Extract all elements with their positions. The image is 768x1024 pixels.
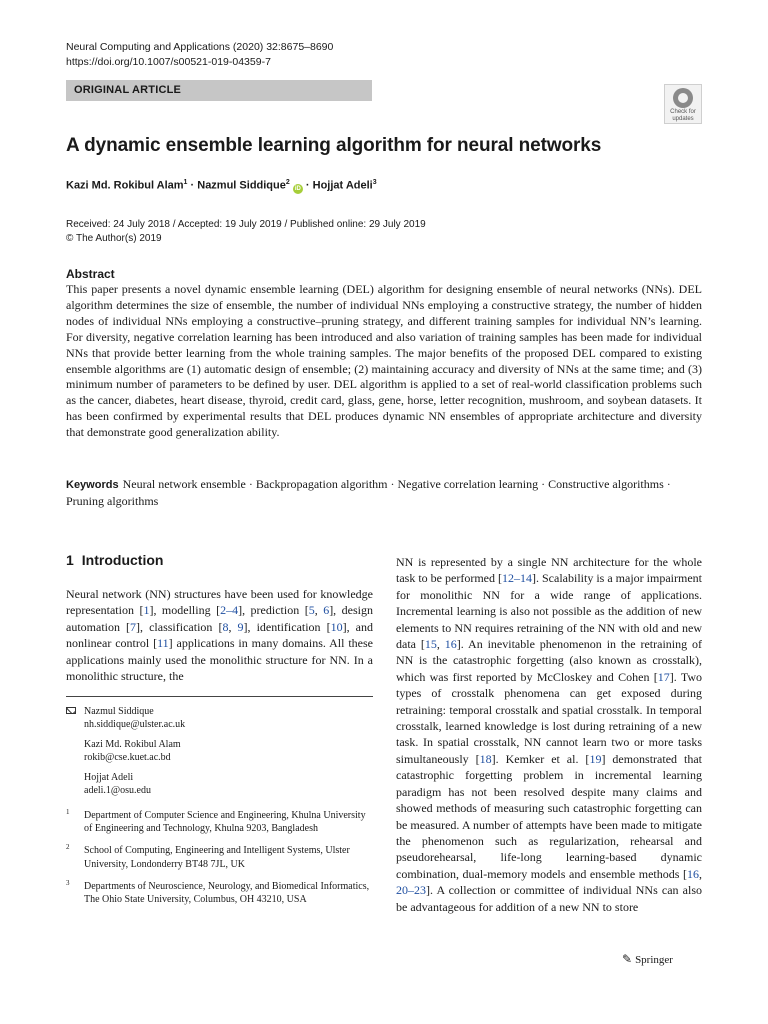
author-affil-sup: 3 bbox=[372, 179, 377, 186]
contact-name: Nazmul Siddique bbox=[84, 706, 154, 717]
citation-link[interactable]: 15 bbox=[424, 637, 437, 652]
affiliation-text: School of Computing, Engineering and Intelligent Systems, Ulster University, Londonderry BT48 7JL, UK bbox=[84, 845, 350, 870]
affiliation-text: Department of Computer Science and Engineering, Khulna University of Engineering and Technology, Khulna 9203, Bangladesh bbox=[84, 810, 366, 835]
citation-link[interactable]: 1 bbox=[143, 603, 150, 618]
paper-title: A dynamic ensemble learning algorithm for neural networks bbox=[66, 135, 602, 156]
body-text: , bbox=[699, 866, 702, 881]
mail-icon bbox=[66, 707, 76, 714]
citation-link[interactable]: 19 bbox=[589, 751, 602, 766]
contact-email[interactable]: nh.siddique@ulster.ac.uk bbox=[84, 719, 186, 731]
affiliation-number: 2 bbox=[66, 843, 70, 852]
body-text: ], and nonlinear control [ bbox=[66, 619, 374, 651]
article-type-banner: ORIGINAL ARTICLE bbox=[66, 80, 372, 101]
footnote-divider bbox=[66, 696, 373, 697]
author-name[interactable]: Nazmul Siddique bbox=[197, 179, 286, 192]
check-for-updates-button[interactable] bbox=[664, 84, 702, 124]
citation-link[interactable]: 18 bbox=[479, 751, 492, 766]
springer-logo-icon: ✎ bbox=[622, 952, 633, 966]
citation-link[interactable]: 9 bbox=[237, 619, 244, 634]
body-text: , bbox=[314, 603, 324, 618]
citation-link[interactable]: 2–4 bbox=[220, 603, 239, 618]
citation-link[interactable]: 10 bbox=[330, 619, 343, 634]
citation-link[interactable]: 20–23 bbox=[396, 883, 426, 898]
publisher-footer bbox=[622, 952, 673, 967]
body-text: Neural network (NN) structures have been used for knowledge representation [ bbox=[66, 587, 373, 618]
section-number: 1 bbox=[66, 552, 74, 568]
body-text: ] demonstrated that catastrophic forgetting problem in incremental learning paradigm has not been resolved despite many claims and showed methods of measuring such catastrophic forgetting can be measured. A number of attempts have been made to mitigate the phenomenon such as regularization, rehearsal and pseudorehearsal, life-long learning-based dynamic combination, dual-memory models and ensemble methods [ bbox=[396, 751, 702, 881]
affiliation-number: 3 bbox=[66, 878, 70, 887]
body-text: ], classification [ bbox=[136, 619, 223, 634]
citation-link[interactable]: 17 bbox=[657, 669, 670, 684]
section-heading bbox=[66, 552, 163, 568]
citation-link[interactable]: 12–14 bbox=[502, 571, 532, 586]
body-text: , bbox=[228, 619, 238, 634]
orcid-icon[interactable]: iD bbox=[294, 185, 301, 192]
copyright-line: © The Author(s) 2019 bbox=[66, 233, 162, 244]
author-contacts bbox=[66, 705, 185, 803]
check-updates-line2: updates bbox=[672, 115, 694, 122]
check-updates-line1: Check for bbox=[670, 109, 696, 115]
intro-paragraph-left bbox=[66, 586, 373, 684]
body-text: ], modelling [ bbox=[149, 603, 221, 618]
author-separator: · bbox=[190, 179, 195, 192]
affiliation-item bbox=[66, 809, 373, 835]
body-text: ], design automation [ bbox=[66, 603, 373, 634]
body-text: ] applications in many domains. All these applications mainly used the monolithic structure for NN. In a monolithic structure, the bbox=[66, 636, 373, 684]
citation-link[interactable]: 11 bbox=[157, 636, 169, 651]
author-affil-sup: 2 bbox=[285, 179, 290, 186]
contact-corresponding bbox=[66, 705, 185, 732]
check-updates-icon bbox=[673, 88, 693, 108]
journal-citation: Neural Computing and Applications (2020) 32:8675–8690 bbox=[66, 41, 334, 53]
affiliation-item bbox=[66, 880, 373, 906]
affiliation-item bbox=[66, 844, 373, 870]
body-text: ]. A collection or committee of individual NNs can also be advantageous for addition of a new NN to store bbox=[396, 883, 702, 914]
contact-name: Kazi Md. Rokibul Alam bbox=[84, 738, 181, 750]
keywords bbox=[66, 476, 702, 509]
abstract-text: This paper presents a novel dynamic ensemble learning (DEL) algorithm for designing ensemble of neural networks (NNs). DEL algorithm determines the size of ensemble, the number of individual NNs employing a constructive strategy, the number of hidden nodes of individual NNs employing a constructive–pruning strategy, and different training samples for individual NN’s learning. For diversity, negative correlation learning has been introduced and also variation of training samples has been made for individual NNs that provide better learning from the whole training samples. The major benefits of the proposed DEL compared to existing ensemble algorithms are (1) automatic design of ensemble; (2) maintaining accuracy and diversity of NNs at the same time; and (3) minimum number of parameters to be defined by user. DEL algorithm is applied to a set of real-world classification problems such as the cancer, diabetes, heart disease, thyroid, credit card, glass, gene, horse, letter recognition, mushroom, and soybean datasets. It has been confirmed by experimental results that DEL produces dynamic NN ensembles of appropriate architecture and diversity that demonstrate good generalization ability. bbox=[66, 282, 702, 440]
section-title: Introduction bbox=[81, 552, 164, 568]
body-text: ]. An inevitable phenomenon in the retraining of NN is the catastrophic forgetting (also known as crosstalk), which was first reported by McCloskey and Cohen [ bbox=[396, 637, 703, 684]
contact-email[interactable]: rokib@cse.kuet.ac.bd bbox=[84, 752, 171, 764]
body-text: ], identification [ bbox=[243, 619, 331, 634]
contact-name: Hojjat Adeli bbox=[84, 771, 134, 783]
keywords-label: Keywords bbox=[66, 479, 119, 491]
author-list bbox=[66, 179, 377, 194]
publisher-name: Springer bbox=[635, 954, 673, 966]
keywords-text: Neural network ensemble · Backpropagation algorithm · Negative correlation learning · Constructive algorithms · Pruning algorithms bbox=[66, 477, 671, 508]
author-name[interactable]: Hojjat Adeli bbox=[312, 179, 373, 192]
contact-entry bbox=[66, 771, 185, 798]
journal-header bbox=[66, 40, 333, 70]
affiliation-text: Departments of Neuroscience, Neurology, and Biomedical Informatics, The Ohio State University, Columbus, OH 43210, USA bbox=[84, 880, 370, 906]
citation-link[interactable]: 16 bbox=[687, 866, 699, 881]
author-affil-sup: 1 bbox=[183, 179, 188, 186]
body-text: ]. Two types of crosstalk phenomena can get exposed during retraining: temporal crosstalk and spatial crosstalk. In temporal crosstalk, learned knowledge is lost during retraining of a new task. In spatial crosstalk, NN cannot learn two or more tasks simultaneously [ bbox=[396, 669, 703, 766]
intro-paragraph-right bbox=[396, 554, 702, 915]
body-text: ]. Scalability is a major impairment for monolithic NN for a wide range of applications. Incremental learning is also not possible as the addition of new elements to NN requires retraining of the NN with old and new data [ bbox=[396, 571, 702, 652]
citation-link[interactable]: 6 bbox=[323, 603, 330, 618]
citation-link[interactable]: 7 bbox=[130, 619, 137, 634]
affiliations bbox=[66, 809, 373, 915]
body-text: ], prediction [ bbox=[238, 603, 309, 618]
body-text: , bbox=[436, 637, 445, 652]
contact-entry bbox=[66, 738, 185, 765]
body-text: ]. Kemker et al. [ bbox=[491, 751, 590, 766]
doi-link[interactable]: https://doi.org/10.1007/s00521-019-04359-7 bbox=[66, 56, 271, 68]
citation-link[interactable]: 8 bbox=[222, 619, 229, 634]
contact-email[interactable]: adeli.1@osu.edu bbox=[84, 785, 151, 797]
citation-link[interactable]: 16 bbox=[444, 637, 457, 652]
publication-dates bbox=[66, 218, 426, 246]
author-name[interactable]: Kazi Md. Rokibul Alam bbox=[66, 179, 184, 192]
citation-link[interactable]: 5 bbox=[308, 603, 315, 618]
author-separator: · bbox=[305, 179, 310, 192]
abstract-heading: Abstract bbox=[66, 267, 115, 281]
affiliation-number: 1 bbox=[66, 808, 70, 816]
body-text: NN is represented by a single NN architecture for the whole task to be performed [ bbox=[396, 555, 702, 586]
dates-line: Received: 24 July 2018 / Accepted: 19 July 2019 / Published online: 29 July 2019 bbox=[66, 219, 426, 230]
